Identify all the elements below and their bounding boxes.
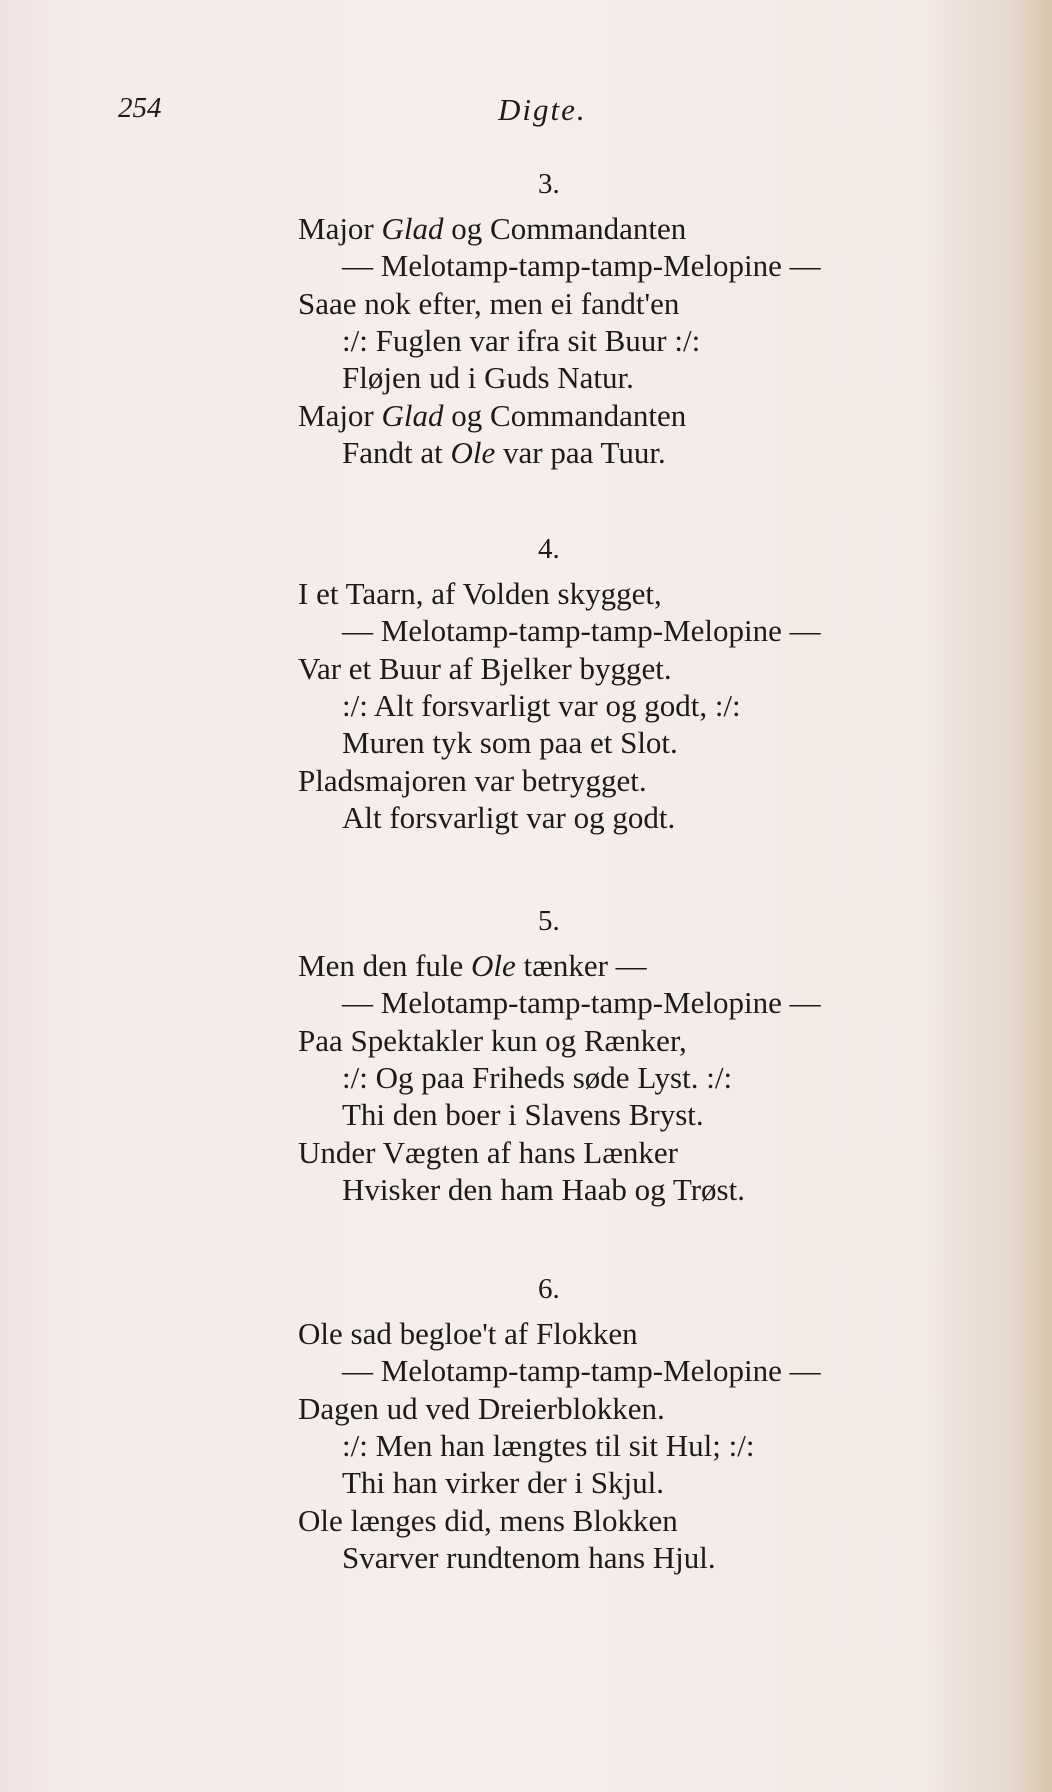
- verse-line: [298, 211, 686, 247]
- verse-line: [298, 1135, 678, 1171]
- verse-line: [298, 576, 662, 612]
- verse-text: :/: Alt forsvarligt var og godt, :/:: [342, 687, 741, 723]
- verse-line: [298, 1023, 687, 1059]
- verse-text: Men den fule: [298, 948, 472, 983]
- verse-text: — Melotamp-tamp-tamp-Melopine —: [342, 1353, 821, 1389]
- verse-line: [298, 1316, 638, 1352]
- verse-line: [298, 1391, 665, 1427]
- verse-text: Fandt at: [342, 434, 451, 470]
- verse-text: Hvisker den ham Haab og Trøst.: [342, 1171, 745, 1207]
- verse-line: [342, 1172, 745, 1208]
- running-title: Digte.: [498, 92, 587, 127]
- verse-line: [342, 1540, 716, 1576]
- verse-text: — Melotamp-tamp-tamp-Melopine —: [342, 985, 821, 1021]
- verse-line: [342, 800, 675, 836]
- verse-line: [342, 248, 821, 284]
- verse-line: [342, 1465, 664, 1501]
- verse-text: Major: [298, 397, 382, 433]
- verse-text: Under Vægten af hans Lænker: [298, 1134, 678, 1170]
- verse-text: Alt forsvarligt var og godt.: [342, 799, 676, 835]
- verse-text: Thi han virker der i Skjul.: [342, 1465, 664, 1501]
- verse-line: [342, 1428, 754, 1464]
- verse-emphasis: Glad: [381, 397, 444, 433]
- verse-text: :/: Men han længtes til sit Hul; :/:: [342, 1427, 755, 1463]
- verse-line: [342, 323, 700, 359]
- verse-text: — Melotamp-tamp-tamp-Melopine —: [342, 613, 821, 649]
- verse-line: [342, 613, 821, 649]
- verse-line: [342, 360, 634, 396]
- verse-text: Muren tyk som paa et Slot.: [342, 725, 678, 761]
- verse-text: Var et Buur af Bjelker bygget.: [298, 650, 672, 686]
- stanza-number: 6.: [538, 1273, 560, 1305]
- verse-line: [342, 1353, 821, 1389]
- verse-text: og Commandanten: [443, 397, 687, 433]
- verse-emphasis: Glad: [381, 211, 444, 246]
- verse-text: Ole sad begloe't af Flokken: [298, 1316, 638, 1351]
- verse-line: [298, 1503, 678, 1539]
- verse-text: Paa Spektakler kun og Rænker,: [298, 1022, 687, 1058]
- verse-line: [298, 651, 672, 687]
- verse-text: — Melotamp-tamp-tamp-Melopine —: [342, 248, 821, 284]
- page-number: 254: [118, 92, 162, 124]
- verse-line: [342, 1097, 704, 1133]
- verse-text: Fløjen ud i Guds Natur.: [342, 360, 634, 396]
- verse-line: [298, 948, 647, 984]
- verse-text: I et Taarn, af Volden skygget,: [298, 576, 662, 611]
- verse-text: Thi den boer i Slavens Bryst.: [342, 1097, 704, 1133]
- verse-line: [342, 985, 821, 1021]
- verse-text: Ole længes did, mens Blokken: [298, 1502, 678, 1538]
- verse-line: [298, 286, 679, 322]
- verse-text: og Commandanten: [443, 211, 687, 246]
- verse-line: [342, 435, 666, 471]
- verse-text: Saae nok efter, men ei fandt'en: [298, 285, 680, 321]
- verse-emphasis: Ole: [471, 948, 516, 983]
- verse-emphasis: Ole: [450, 434, 496, 470]
- verse-text: Pladsmajoren var betrygget.: [298, 762, 647, 798]
- stanza-number: 5.: [538, 905, 560, 937]
- stanza-number: 3.: [538, 168, 560, 200]
- verse-text: Major: [298, 211, 382, 246]
- verse-text: :/: Fuglen var ifra sit Buur :/:: [342, 322, 701, 358]
- verse-line: [298, 398, 686, 434]
- page-header: [0, 92, 1052, 132]
- verse-line: [342, 725, 678, 761]
- verse-text: tænker —: [515, 948, 647, 983]
- verse-text: Dagen ud ved Dreierblokken.: [298, 1390, 665, 1426]
- verse-text: Svarver rundtenom hans Hjul.: [342, 1539, 716, 1575]
- verse-line: [342, 1060, 732, 1096]
- verse-text: var paa Tuur.: [495, 434, 666, 470]
- verse-line: [342, 688, 741, 724]
- stanza-number: 4.: [538, 533, 560, 565]
- verse-line: [298, 763, 647, 799]
- verse-text: :/: Og paa Friheds søde Lyst. :/:: [342, 1059, 733, 1095]
